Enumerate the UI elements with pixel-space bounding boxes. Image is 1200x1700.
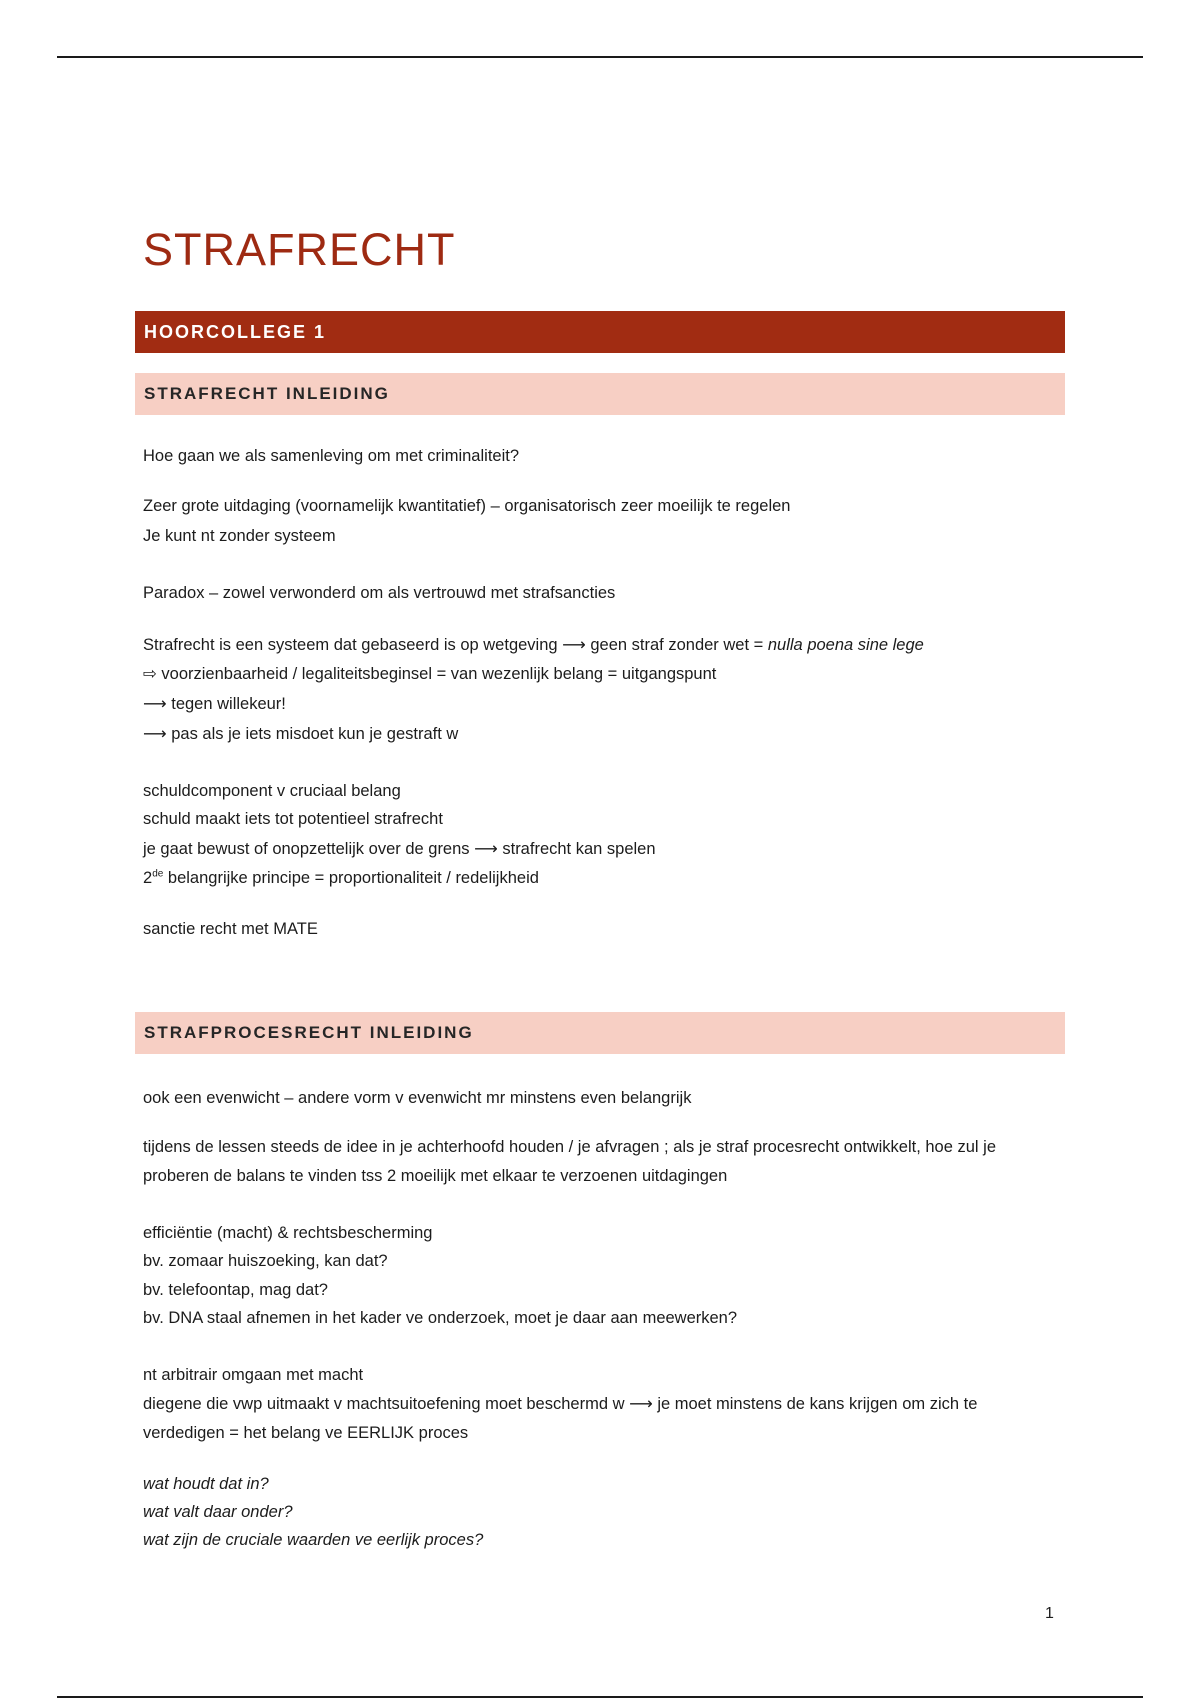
ordinal-suffix: de xyxy=(152,868,164,880)
paragraph-line: Paradox – zowel verwonderd om als vertrouwd met strafsancties xyxy=(143,584,616,602)
question-line: wat zijn de cruciale waarden ve eerlijk proces? xyxy=(143,1531,484,1549)
paragraph-line: bv. zomaar huiszoeking, kan dat? xyxy=(143,1252,388,1270)
paragraph-line: Je kunt nt zonder systeem xyxy=(143,527,336,545)
paragraph-line: sanctie recht met MATE xyxy=(143,920,318,938)
footer-rule xyxy=(57,1696,1143,1698)
paragraph-text: belangrijke principe = proportionaliteit / redelijkheid xyxy=(163,869,539,887)
paragraph-line: bv. DNA staal afnemen in het kader ve onderzoek, moet je daar aan meewerken? xyxy=(143,1309,738,1327)
paragraph-line: bv. telefoontap, mag dat? xyxy=(143,1281,328,1299)
paragraph-line: diegene die vwp uitmaakt v machtsuitoefening moet beschermd w ⟶ je moet minstens de kans krijgen om zich te verdedigen = het belang ve EERLIJK proces xyxy=(143,1395,978,1442)
page-number: 1 xyxy=(1045,1605,1054,1622)
section-heading-strafprocesrecht: STRAFPROCESRECHT INLEIDING xyxy=(135,1012,1065,1054)
paragraph-line: efficiëntie (macht) & rechtsbescherming xyxy=(143,1224,433,1242)
question-line: wat houdt dat in? xyxy=(143,1475,269,1493)
ordinal-number: 2 xyxy=(143,869,153,887)
question-line: wat valt daar onder? xyxy=(143,1503,293,1521)
paragraph-line xyxy=(143,866,539,890)
paragraph-line: ⇨ voorzienbaarheid / legaliteitsbeginsel = van wezenlijk belang = uitgangspunt xyxy=(143,665,717,683)
paragraph-line xyxy=(143,633,924,657)
paragraph-line: nt arbitrair omgaan met macht xyxy=(143,1366,364,1384)
paragraph-line: je gaat bewust of onopzettelijk over de grens ⟶ strafrecht kan spelen xyxy=(143,840,656,858)
paragraph-line: schuld maakt iets tot potentieel strafrecht xyxy=(143,810,443,828)
paragraph-line: schuldcomponent v cruciaal belang xyxy=(143,782,401,800)
paragraph-line: ⟶ pas als je iets misdoet kun je gestraft w xyxy=(143,725,459,743)
paragraph-line: Hoe gaan we als samenleving om met criminaliteit? xyxy=(143,447,520,465)
paragraph-line: tijdens de lessen steeds de idee in je achterhoofd houden / je afvragen ; als je straf procesrecht ontwikkelt, hoe zul je proberen de balans te vinden tss 2 moeilijk met elkaar te verzoenen uitdagingen xyxy=(143,1138,997,1185)
paragraph-line: Zeer grote uitdaging (voornamelijk kwantitatief) – organisatorisch zeer moeilijk te regelen xyxy=(143,497,791,515)
lecture-heading: HOORCOLLEGE 1 xyxy=(135,311,1065,353)
paragraph-line: ook een evenwicht – andere vorm v evenwicht mr minstens even belangrijk xyxy=(143,1089,692,1107)
header-rule xyxy=(57,56,1143,58)
latin-term: nulla poena sine lege xyxy=(767,636,924,654)
document-title: STRAFRECHT xyxy=(143,224,456,275)
paragraph-line: ⟶ tegen willekeur! xyxy=(143,695,286,713)
section-heading-strafrecht: STRAFRECHT INLEIDING xyxy=(135,373,1065,415)
paragraph-text: Strafrecht is een systeem dat gebaseerd is op wetgeving ⟶ geen straf zonder wet = xyxy=(143,636,768,654)
